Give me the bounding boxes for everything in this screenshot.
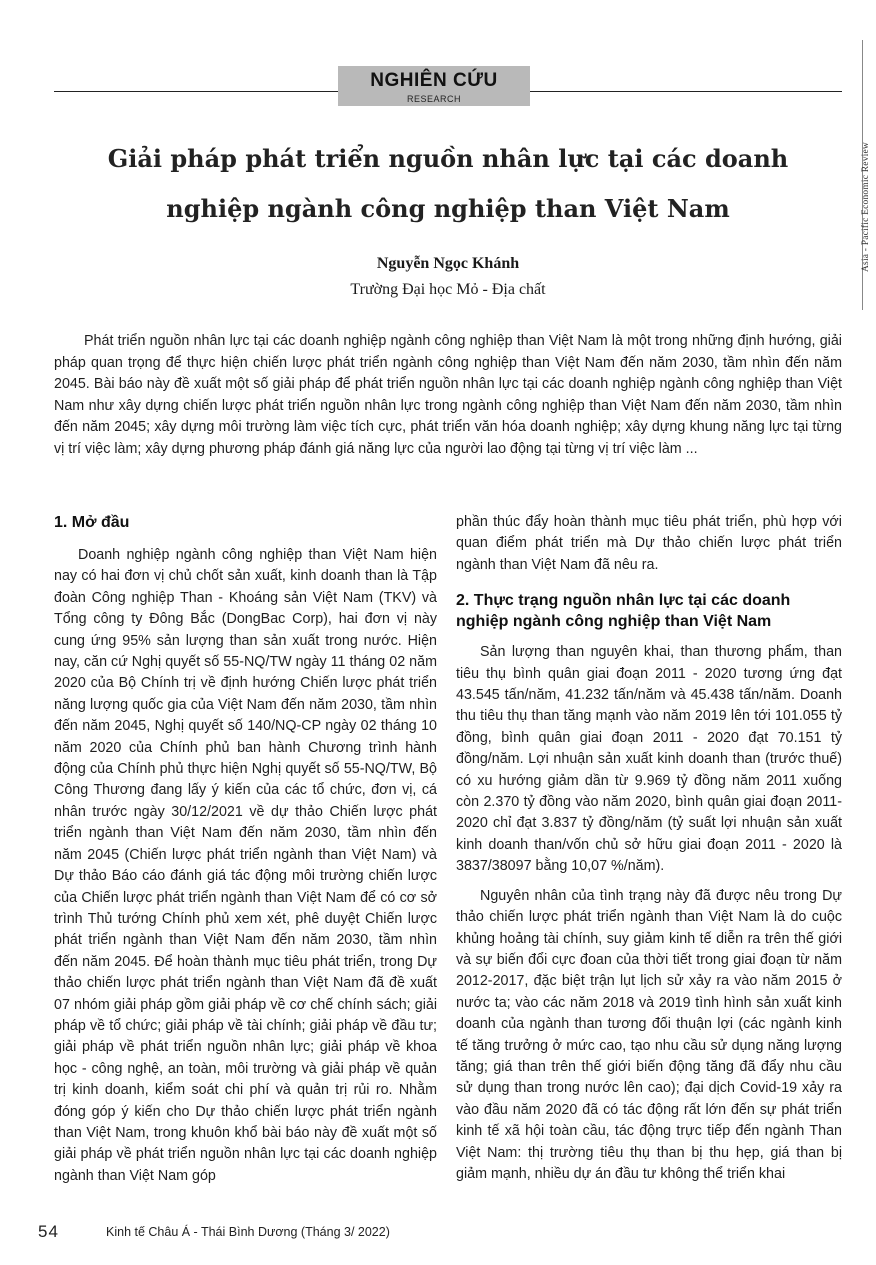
section-tag bbox=[338, 66, 530, 106]
header-rule-right bbox=[530, 91, 842, 92]
author-affiliation: Trường Đại học Mỏ - Địa chất bbox=[350, 281, 546, 298]
section-label: NGHIÊN CỨU bbox=[370, 70, 498, 91]
section-2-paragraph-1: Sản lượng than nguyên khai, than thương phẩm, than tiêu thụ bình quân giai đoạn 2011 - 2020 tương ứng đạt 43.545 tấn/năm, 41.232 tấn/năm và 45.438 tấn/năm. Doanh thu tiêu thụ than tăng mạnh vào năm 2019 lên tới 101.055 tỷ đồng, bình quân giai đoạn 2011 - 2020 đạt 70.151 tỷ đồng/năm. Lợi nhuận sản xuất kinh doanh than (trước thuế) có xu hướng giảm dần từ 9.969 tỷ đồng năm 2011 xuống còn 2.370 tỷ đồng vào năm 2020, bình quân giai đoạn 2011-2020 chỉ đạt 3.837 tỷ đồng/năm (tỷ suất lợi nhuận sản xuất kinh doanh than/vốn chủ sở hữu giai đoạn 2011 - 2020 là 3837/38097 bằng 10,07 %/năm). bbox=[456, 644, 842, 875]
journal-side-text: Asia - Pacific Economic Review bbox=[861, 142, 871, 272]
column-right bbox=[456, 512, 842, 1185]
section-1-paragraph-continued: phần thúc đẩy hoàn thành mục tiêu phát triển, phù hợp với quan điểm phát triển mà Dự thảo chiến lược phát triển ngành than Việt Nam đã nêu ra. bbox=[456, 514, 842, 573]
section-1-heading: 1. Mở đầu bbox=[54, 514, 130, 531]
author-name: Nguyễn Ngọc Khánh bbox=[376, 255, 520, 272]
section-2-heading: 2. Thực trạng nguồn nhân lực tại các doanh nghiệp ngành công nghiệp than Việt Nam bbox=[456, 592, 791, 631]
page-footer bbox=[38, 1222, 390, 1242]
abstract: Phát triển nguồn nhân lực tại các doanh nghiệp ngành công nghiệp than Việt Nam là một trong những định hướng, giải pháp quan trọng để thực hiện chiến lược phát triển ngành công nghiệp than Việt Nam đến năm 2030, tầm nhìn đến năm 2045. Bài báo này đề xuất một số giải pháp để phát triển nguồn nhân lực tại các doanh nghiệp ngành công nghiệp than Việt Nam như xây dựng chiến lược phát triển nguồn nhân lực trong ngành công nghiệp than Việt Nam đến năm 2030, tầm nhìn đến năm 2045; xây dựng môi trường làm việc tích cực, phát triển văn hóa doanh nghiệp; xây dựng khung năng lực tại từng vị trí việc làm; xây dựng phương pháp đánh giá năng lực của người lao động tại từng vị trí việc làm ... bbox=[54, 333, 842, 457]
section-2-paragraph-2: Nguyên nhân của tình trạng này đã được nêu trong Dự thảo chiến lược phát triển ngành than Việt Nam là do cuộc khủng hoảng tài chính, suy giảm kinh tế diễn ra trên thế giới và sự biến đổi cực đoan của thời tiết trong giai đoạn từ năm 2012-2017, đặc biệt trận lụt lịch sử xảy ra vào năm 2015 ở nước ta; vào các năm 2018 và 2019 tình hình sản xuất kinh doanh của ngành than tương đối thuận lợi (các ngành kinh tế tăng trưởng ở mức cao, tạo nhu cầu sử dụng năng lượng tăng; giá than trên thế giới biến động tăng đã đẩy nhu cầu sử dụng than trong nước lên cao); đại dịch Covid-19 xảy ra vào đầu năm 2020 đã có tác động rất lớn đến sự phát triển kinh tế xã hội toàn cầu, tác động trực tiếp đến ngành Than Việt Nam: thị trường tiêu thụ than bị thu hẹp, giá than bị giảm mạnh, nhiều dự án đầu tư không thể triển khai bbox=[456, 887, 842, 1182]
article-title: Giải pháp phát triển nguồn nhân lực tại các doanh nghiệp ngành công nghiệp than Việt Nam bbox=[107, 144, 789, 223]
section-label-en: RESEARCH bbox=[406, 94, 461, 104]
journal-footer: Kinh tế Châu Á - Thái Bình Dương (Tháng 3/ 2022) bbox=[106, 1225, 390, 1239]
section-1-paragraph: Doanh nghiệp ngành công nghiệp than Việt Nam hiện nay có hai đơn vị chủ chốt sản xuất, kinh doanh than là Tập đoàn Công nghiệp Than - Khoáng sản Việt Nam (TKV) và Tổng công ty Đông Bắc (DongBac Corp), hai đơn vị này cung ứng 95% sản lượng than sản xuất trong nước. Hiện nay, căn cứ Nghị quyết số 55-NQ/TW ngày 11 tháng 02 năm 2020 của Bộ Chính trị về định hướng Chiến lược phát triển năng lượng quốc gia của Việt Nam đến năm 2030, tầm nhìn đến năm 2045, Nghị quyết số 140/NQ-CP ngày 02 tháng 10 năm 2020 của Chính phủ ban hành Chương trình hành động của Chính phủ thực hiện Nghị quyết số 55-NQ/TW, Bộ Công Thương đang lấy ý kiến của các tổ chức, đơn vị, cá nhân trước ngày 30/12/2021 về dự thảo Chiến lược phát triển ngành than Việt Nam đến năm 2030, tầm nhìn đến năm 2045 (Chiến lược phát triển ngành than Việt Nam) và Dự thảo Báo cáo đánh giá tác động môi trường chiến lược của Chiến lược phát triển ngành than Việt Nam để có cơ sở trình Thủ tướng Chính phủ xem xét, phê duyệt Chiến lược phát triển ngành than Việt Nam đến năm 2030, tầm nhìn đến năm 2045. Để hoàn thành mục tiêu phát triển, trong Dự thảo chiến lược phát triển ngành than Việt Nam đã đề xuất 07 nhóm giải pháp gồm giải pháp về cơ chế chính sách; giải pháp về tổ chức; giải pháp về tài chính; giải pháp về đầu tư; giải pháp về phát triển nguồn nhân lực; giải pháp về khoa học - công nghệ, an toàn, môi trường và giải pháp về quản trị kinh doanh, kiểm soát chi phí và quản trị rủi ro. Nhằm đóng góp ý kiến cho Dự thảo chiến lược phát triển ngành than Việt Nam, trong khuôn khổ bài báo này đề xuất một số giải pháp về phát triển nguồn nhân lực tại các doanh nghiệp ngành than Việt Nam góp bbox=[54, 547, 437, 1184]
header-rule-left bbox=[54, 91, 338, 92]
page-number: 54 bbox=[38, 1222, 59, 1241]
column-left bbox=[54, 512, 437, 1187]
